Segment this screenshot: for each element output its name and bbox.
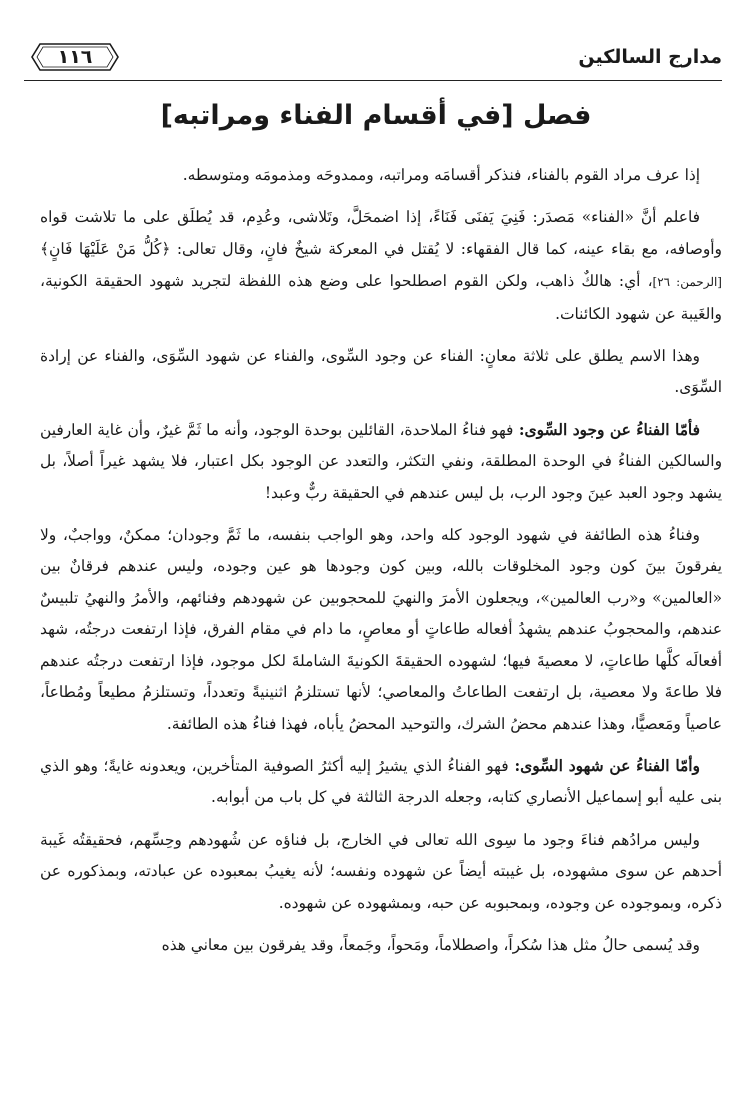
paragraph-text: فهو فناءُ الملاحدة، القائلين بوحدة الوجود، وأنه ما ثَمَّ غيرٌ، وأن غاية العارفين والسالكين الفناءُ في الوحدة المطلقة، ونفي التكثر، والتعدد عن الوجود بكل اعتبار، فلا يشهد غيراً أصلاً، بل يشهد وجود العبد عينَ وجود الرب، بل ليس عندهم في الحقيقة ربٌّ وعبد! [40, 420, 722, 502]
section-title: فصل [في أقسام الفناء ومراتبه] [160, 100, 592, 131]
body-text [40, 160, 722, 972]
paragraph-lead: وأمّا الفناءُ عن شهود السِّوى: [508, 756, 700, 775]
paragraph-text: ، أي: هالكٌ ذاهب، ولكن القوم اصطلحوا على وضع هذه اللفظة لتجريد شهود الحقيقة الكونية، والغَيبة عن شهود الكائنات. [40, 272, 722, 323]
paragraph [40, 415, 722, 509]
paragraph-text: إذا عرف مراد القوم بالفناء، فنذكر أقسامَه ومراتبه، وممدوحَه ومذمومَه ومتوسطه. [182, 166, 700, 184]
paragraph [40, 341, 722, 404]
paragraph [40, 751, 722, 814]
quran-reference: [الرحمن: ٢٦] [652, 275, 722, 290]
page-header [30, 38, 722, 78]
book-title: مدارج السالكين [578, 46, 722, 68]
paragraph-text: فاعلم أنَّ «الفناء» مَصدَر: فَنِيَ يَفنَى فَنَاءً، إذا اضمحَلَّ، وتَلاشى، وعُدِم، قد يُطلَق على ما تلاشت قواه وأوصافه، مع بقاء عينه، كما قال الفقهاء: لا يُقتل في المعركة شيخٌ فانٍ، وقال تعالى: [40, 208, 722, 258]
header-rule [24, 80, 722, 81]
paragraph-text: وهذا الاسم يطلق على ثلاثة معانٍ: الفناء عن وجود السِّوى، والفناء عن شهود السِّوَى، والفناء عن إرادة السِّوَى. [40, 347, 722, 397]
paragraph-lead: فأمّا الفناءُ عن وجود السِّوى: [513, 420, 700, 439]
paragraph [40, 202, 722, 330]
paragraph [40, 160, 722, 191]
paragraph-text: فهو الفناءُ الذي يشيرُ إليه أكثرُ الصوفية المتأخرين، ويعدونه غايةً؛ وهو الذي بنى عليه أبو إسماعيل الأنصاري كتابه، وجعله الدرجة الثالثة في كل باب من أبوابه. [40, 756, 722, 807]
paragraph [40, 520, 722, 740]
paragraph-text: وليس مرادُهم فناءَ وجود ما سِوى الله تعالى في الخارج، بل فناؤه عن شُهودهم وحِسِّهم، فحقيقتُه غَيبة أحدهم عن سوى مشهوده، بل غيبته أيضاً عن شهوده ونفسه؛ لأنه يغيبُ بمعبوده عن عبادته، وبمذكوره عن ذكره، وبموجوده عن وجوده، وبمحبوبه عن حبه، وبمشهوده عن شهوده. [40, 830, 722, 912]
paragraph [40, 930, 722, 961]
paragraph-text: وفناءُ هذه الطائفة في شهود الوجود كله واحد، وهو الواجب بنفسه، ما ثَمَّ وجودان؛ ممكنٌ، وواجبٌ، ولا يفرقونَ بينَ كون وجود المخلوقات بالله، وبين كون وجودها هو عين وجوده، وليس عندهم فرقانٌ بين «العالمين» و«رب العالمين»، ويجعلون الأمرَ والنهيَ للمحجوبين عن شهودهم وفنائهم، والأمرُ والنهيُ تلبيسٌ عندهم، والمحجوبُ عندهم يشهدُ أفعاله طاعاتٍ أو معاصٍ، ما دام في مقام الفرق، فإذا ارتفعت درجتُه، شهد أفعالَه كلَّها طاعاتٍ، لا معصيةَ فيها؛ لشهوده الحقيقةَ الكونيةَ الشاملةَ لكل موجود، فإذا ارتفعت درجتُه عندهم فلا طاعةَ ولا معصية، بل ارتفعت الطاعاتُ والمعاصي؛ لأنها تستلزمُ اثنينيةً وتعدداً، وتستلزمُ مطيعاً ومُطاعاً، عاصياً ومَعصيًّا، وهذا عندهم محضُ الشرك، والتوحيد المحضُ يأباه، فهذا فناءُ هذه الطائفة. [40, 526, 722, 733]
page-number: ١١٦ [57, 46, 93, 68]
paragraph-text: ﴿كُلُّ مَنْ عَلَيْهَا فَانٍ﴾ [40, 239, 171, 258]
paragraph [40, 825, 722, 919]
page-number-badge [30, 40, 120, 74]
paragraph-text: وقد يُسمى حالُ مثل هذا سُكراً، واصطلاماً، ومَحواً، وجَمعاً، وقد يفرقون بين معاني هذه [161, 935, 700, 954]
